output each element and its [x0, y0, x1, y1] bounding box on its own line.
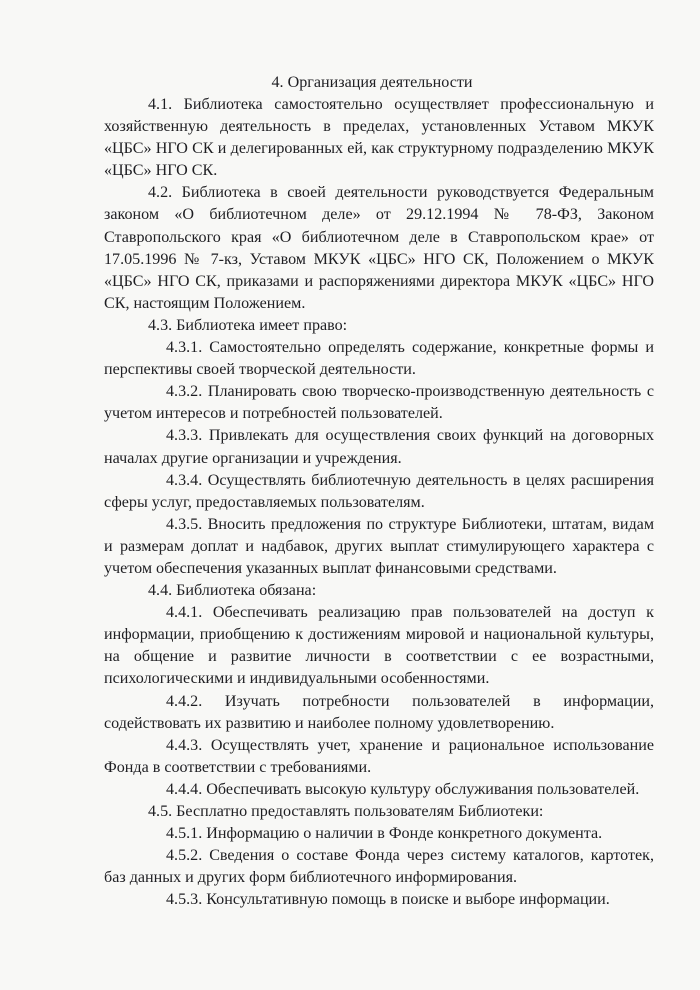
- paragraph-4-3-1: 4.3.1. Самостоятельно определять содержание, конкретные формы и перспективы своей творческой деятельности.: [104, 339, 654, 379]
- paragraph-4-3-3: 4.3.3. Привлекать для осуществления своих функций на договорных началах другие организации и учреждения.: [104, 427, 654, 467]
- paragraph-4-3-4: 4.3.4. Осуществлять библиотечную деятельность в целях расширения сферы услуг, предоставляемых пользователям.: [104, 471, 654, 511]
- section-heading: 4. Организация деятельности: [271, 74, 473, 91]
- paragraph-4-3-5: 4.3.5. Вносить предложения по структуре Библиотеки, штатам, видам и размерам доплат и надбавок, других выплат стимулирующего характера с учетом обеспечения указанных выплат финансовыми средствами.: [104, 515, 654, 577]
- paragraph-4-5-1: 4.5.1. Информацию о наличии в Фонде конкретного документа.: [166, 825, 603, 843]
- paragraph-4-4: 4.4. Библиотека обязана:: [148, 582, 317, 600]
- paragraph-4-3: 4.3. Библиотека имеет право:: [148, 316, 348, 334]
- paragraph-4-5: 4.5. Бесплатно предоставлять пользователям Библиотеки:: [148, 803, 544, 820]
- paragraph-4-1: 4.1. Библиотека самостоятельно осуществляет профессиональную и хозяйственную деятельность в пределах, установленных Уставом МКУК «ЦБС» НГО СК и делегированных ей, как структурному подразделению МКУК «ЦБС» НГО СК.: [104, 96, 654, 180]
- paragraph-4-5-2: 4.5.2. Сведения о составе Фонда через систему каталогов, картотек, баз данных и других форм библиотечного информирования.: [104, 847, 654, 887]
- paragraph-4-2: 4.2. Библиотека в своей деятельности руководствуется Федеральным законом «О библиотечном деле» от 29.12.1994 № 78-ФЗ, Законом Ставропольского края «О библиотечном деле в Ставропольском крае» от 17.05.1996 № 7-кз, Уставом МКУК «ЦБС» НГО СК, Положением о МКУК «ЦБС» НГО СК, приказами и распоряжениями директора МКУК «ЦБС» НГО СК, настоящим Положением.: [104, 184, 654, 312]
- paragraph-4-3-2: 4.3.2. Планировать свою творческо-производственную деятельность с учетом интересов и потребностей пользователей.: [104, 383, 654, 423]
- paragraph-4-4-2: 4.4.2. Изучать потребности пользователей в информации, содействовать их развитию и наиболее полному удовлетворению.: [104, 692, 654, 732]
- paragraph-4-5-3: 4.5.3. Консультативную помощь в поиске и выборе информации.: [166, 891, 610, 909]
- paragraph-4-4-4: 4.4.4. Обеспечивать высокую культуру обслуживания пользователей.: [166, 780, 640, 798]
- paragraph-4-4-1: 4.4.1. Обеспечивать реализацию прав пользователей на доступ к информации, приобщению к достижениям мировой и национальной культуры, на общение и развитие личности в соответствии с ее возрастными, психологическими и индивидуальными особенностями.: [104, 604, 654, 688]
- paragraph-4-4-3: 4.4.3. Осуществлять учет, хранение и рациональное использование Фонда в соответствии с требованиями.: [104, 736, 654, 776]
